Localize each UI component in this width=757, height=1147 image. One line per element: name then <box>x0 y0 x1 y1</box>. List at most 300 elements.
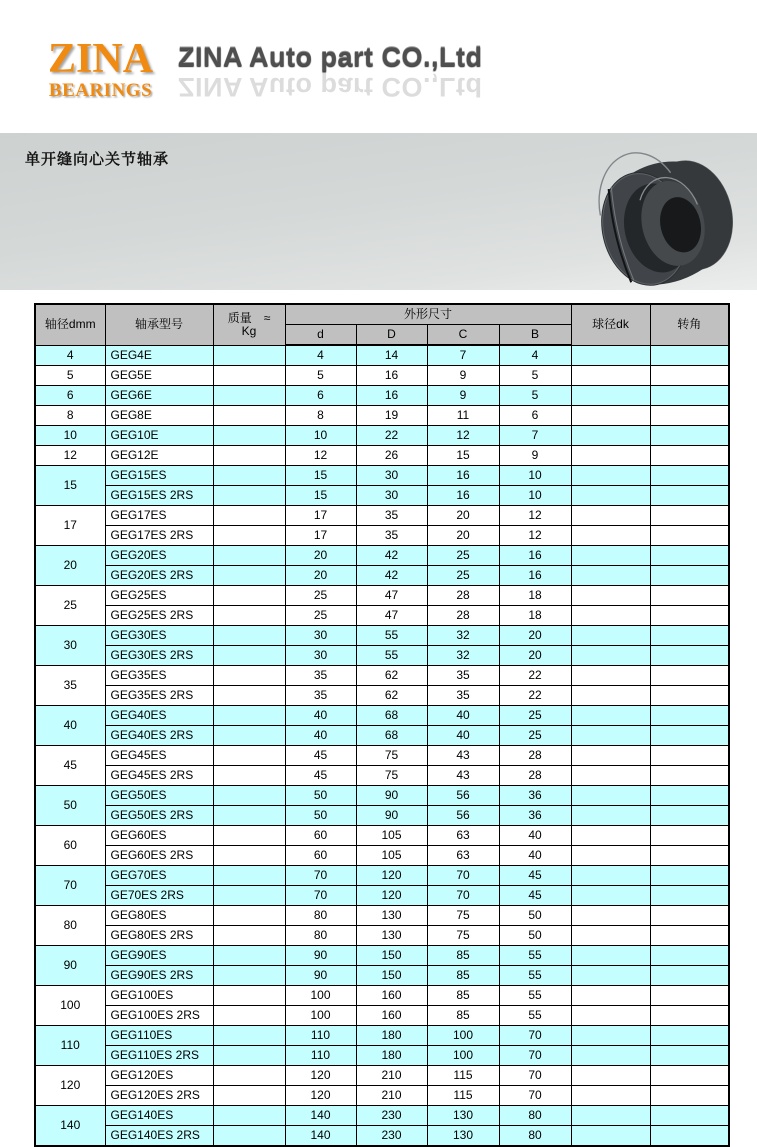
cell-dim-d: 25 <box>285 606 356 626</box>
header-bearing-model: 轴承型号 <box>105 304 213 345</box>
cell-dim-d: 5 <box>285 366 356 386</box>
cell-mass <box>213 806 285 826</box>
cell-shaft-diameter: 60 <box>35 826 105 866</box>
cell-dim-D: 22 <box>356 426 427 446</box>
table-row <box>35 345 729 366</box>
cell-mass <box>213 1046 285 1066</box>
cell-mass <box>213 646 285 666</box>
cell-dim-D: 130 <box>356 926 427 946</box>
cell-ball-diameter <box>571 846 650 866</box>
logo-text-zina: ZINA <box>48 36 154 82</box>
cell-dim-C: 32 <box>427 646 499 666</box>
cell-dim-d: 17 <box>285 526 356 546</box>
cell-bearing-model: GEG50ES <box>105 786 213 806</box>
cell-rotation-angle <box>650 546 729 566</box>
cell-rotation-angle <box>650 345 729 366</box>
cell-dim-d: 10 <box>285 426 356 446</box>
cell-dim-C: 75 <box>427 906 499 926</box>
cell-bearing-model: GEG4E <box>105 345 213 366</box>
cell-dim-D: 68 <box>356 706 427 726</box>
cell-dim-B: 6 <box>499 406 571 426</box>
cell-dim-C: 63 <box>427 846 499 866</box>
cell-dim-B: 10 <box>499 466 571 486</box>
cell-shaft-diameter: 90 <box>35 946 105 986</box>
cell-dim-C: 28 <box>427 606 499 626</box>
table-row <box>35 846 729 866</box>
cell-ball-diameter <box>571 986 650 1006</box>
cell-mass <box>213 606 285 626</box>
cell-dim-B: 40 <box>499 826 571 846</box>
cell-bearing-model: GEG12E <box>105 446 213 466</box>
cell-mass <box>213 366 285 386</box>
cell-dim-C: 70 <box>427 886 499 906</box>
cell-mass <box>213 586 285 606</box>
cell-dim-D: 160 <box>356 986 427 1006</box>
cell-dim-B: 4 <box>499 345 571 366</box>
cell-mass <box>213 1086 285 1106</box>
cell-ball-diameter <box>571 826 650 846</box>
cell-mass <box>213 406 285 426</box>
cell-rotation-angle <box>650 626 729 646</box>
cell-dim-d: 40 <box>285 706 356 726</box>
cell-rotation-angle <box>650 986 729 1006</box>
cell-dim-C: 70 <box>427 866 499 886</box>
cell-dim-B: 55 <box>499 966 571 986</box>
cell-bearing-model: GEG120ES 2RS <box>105 1086 213 1106</box>
cell-dim-B: 50 <box>499 906 571 926</box>
cell-rotation-angle <box>650 1106 729 1126</box>
table-row <box>35 946 729 966</box>
cell-dim-C: 9 <box>427 386 499 406</box>
cell-ball-diameter <box>571 1026 650 1046</box>
cell-bearing-model: GEG35ES 2RS <box>105 686 213 706</box>
cell-dim-D: 42 <box>356 546 427 566</box>
cell-bearing-model: GEG25ES <box>105 586 213 606</box>
cell-mass <box>213 626 285 646</box>
table-row <box>35 406 729 426</box>
cell-dim-C: 43 <box>427 766 499 786</box>
table-row <box>35 1066 729 1086</box>
cell-mass <box>213 966 285 986</box>
table-row <box>35 1106 729 1126</box>
cell-dim-C: 11 <box>427 406 499 426</box>
cell-rotation-angle <box>650 366 729 386</box>
cell-dim-D: 16 <box>356 386 427 406</box>
table-row <box>35 506 729 526</box>
table-row <box>35 626 729 646</box>
cell-mass <box>213 1026 285 1046</box>
cell-rotation-angle <box>650 806 729 826</box>
cell-dim-D: 130 <box>356 906 427 926</box>
cell-ball-diameter <box>571 1046 650 1066</box>
table-row <box>35 886 729 906</box>
cell-dim-B: 70 <box>499 1026 571 1046</box>
cell-shaft-diameter: 10 <box>35 426 105 446</box>
cell-rotation-angle <box>650 906 729 926</box>
cell-rotation-angle <box>650 786 729 806</box>
cell-mass <box>213 546 285 566</box>
cell-rotation-angle <box>650 726 729 746</box>
cell-mass <box>213 746 285 766</box>
cell-ball-diameter <box>571 586 650 606</box>
cell-dim-B: 50 <box>499 926 571 946</box>
cell-dim-D: 30 <box>356 486 427 506</box>
bearing-photo <box>596 149 738 304</box>
cell-bearing-model: GEG30ES 2RS <box>105 646 213 666</box>
cell-mass <box>213 526 285 546</box>
cell-mass <box>213 986 285 1006</box>
cell-ball-diameter <box>571 426 650 446</box>
cell-dim-C: 28 <box>427 586 499 606</box>
cell-dim-C: 100 <box>427 1046 499 1066</box>
cell-ball-diameter <box>571 566 650 586</box>
cell-ball-diameter <box>571 1086 650 1106</box>
cell-dim-D: 35 <box>356 506 427 526</box>
cell-shaft-diameter: 15 <box>35 466 105 506</box>
cell-dim-B: 80 <box>499 1126 571 1147</box>
cell-bearing-model: GEG17ES 2RS <box>105 526 213 546</box>
cell-rotation-angle <box>650 1066 729 1086</box>
cell-ball-diameter <box>571 706 650 726</box>
cell-bearing-model: GEG70ES <box>105 866 213 886</box>
cell-ball-diameter <box>571 746 650 766</box>
cell-dim-B: 20 <box>499 646 571 666</box>
cell-shaft-diameter: 5 <box>35 366 105 386</box>
cell-shaft-diameter: 20 <box>35 546 105 586</box>
cell-mass <box>213 726 285 746</box>
table-row <box>35 866 729 886</box>
cell-dim-C: 100 <box>427 1026 499 1046</box>
cell-shaft-diameter: 12 <box>35 446 105 466</box>
cell-dim-B: 28 <box>499 746 571 766</box>
cell-shaft-diameter: 8 <box>35 406 105 426</box>
cell-mass <box>213 706 285 726</box>
cell-ball-diameter <box>571 906 650 926</box>
cell-mass <box>213 846 285 866</box>
table-row <box>35 606 729 626</box>
table-row <box>35 706 729 726</box>
cell-dim-D: 35 <box>356 526 427 546</box>
cell-rotation-angle <box>650 606 729 626</box>
cell-rotation-angle <box>650 686 729 706</box>
header-dim-C: C <box>427 325 499 346</box>
cell-dim-d: 20 <box>285 546 356 566</box>
cell-ball-diameter <box>571 1126 650 1147</box>
table-row <box>35 926 729 946</box>
cell-dim-D: 14 <box>356 345 427 366</box>
product-title: 单开缝向心关节轴承 <box>25 151 170 168</box>
cell-ball-diameter <box>571 966 650 986</box>
header-rotation-angle: 转角 <box>650 304 729 345</box>
cell-shaft-diameter: 120 <box>35 1066 105 1106</box>
cell-dim-B: 28 <box>499 766 571 786</box>
cell-ball-diameter <box>571 1106 650 1126</box>
cell-bearing-model: GEG45ES <box>105 746 213 766</box>
cell-bearing-model: GEG15ES 2RS <box>105 486 213 506</box>
cell-bearing-model: GEG8E <box>105 406 213 426</box>
cell-ball-diameter <box>571 406 650 426</box>
cell-mass <box>213 466 285 486</box>
cell-dim-d: 140 <box>285 1126 356 1147</box>
cell-rotation-angle <box>650 466 729 486</box>
cell-dim-B: 9 <box>499 446 571 466</box>
table-row <box>35 426 729 446</box>
cell-dim-C: 32 <box>427 626 499 646</box>
cell-dim-C: 130 <box>427 1106 499 1126</box>
cell-dim-C: 63 <box>427 826 499 846</box>
table-row <box>35 966 729 986</box>
cell-dim-d: 50 <box>285 806 356 826</box>
cell-bearing-model: GEG45ES 2RS <box>105 766 213 786</box>
cell-dim-B: 10 <box>499 486 571 506</box>
cell-dim-D: 62 <box>356 686 427 706</box>
cell-dim-C: 20 <box>427 506 499 526</box>
cell-bearing-model: GEG90ES <box>105 946 213 966</box>
cell-dim-d: 110 <box>285 1026 356 1046</box>
cell-shaft-diameter: 70 <box>35 866 105 906</box>
cell-rotation-angle <box>650 506 729 526</box>
cell-rotation-angle <box>650 966 729 986</box>
cell-rotation-angle <box>650 846 729 866</box>
cell-mass <box>213 1006 285 1026</box>
cell-mass <box>213 1126 285 1147</box>
table-row <box>35 686 729 706</box>
cell-ball-diameter <box>571 866 650 886</box>
cell-bearing-model: GEG50ES 2RS <box>105 806 213 826</box>
cell-dim-D: 180 <box>356 1046 427 1066</box>
cell-mass <box>213 686 285 706</box>
cell-ball-diameter <box>571 345 650 366</box>
cell-shaft-diameter: 100 <box>35 986 105 1026</box>
cell-dim-d: 12 <box>285 446 356 466</box>
cell-ball-diameter <box>571 886 650 906</box>
cell-rotation-angle <box>650 426 729 446</box>
company-name: ZINA Auto part CO.,Ltd <box>178 42 483 72</box>
cell-dim-D: 42 <box>356 566 427 586</box>
cell-shaft-diameter: 50 <box>35 786 105 826</box>
table-row <box>35 986 729 1006</box>
cell-dim-B: 80 <box>499 1106 571 1126</box>
cell-dim-d: 40 <box>285 726 356 746</box>
cell-rotation-angle <box>650 1086 729 1106</box>
cell-bearing-model: GEG90ES 2RS <box>105 966 213 986</box>
cell-bearing-model: GEG110ES 2RS <box>105 1046 213 1066</box>
cell-dim-d: 25 <box>285 586 356 606</box>
cell-dim-B: 70 <box>499 1046 571 1066</box>
cell-dim-d: 120 <box>285 1086 356 1106</box>
cell-dim-B: 36 <box>499 786 571 806</box>
cell-dim-d: 8 <box>285 406 356 426</box>
table-row <box>35 1126 729 1147</box>
table-header <box>35 304 729 345</box>
cell-shaft-diameter: 4 <box>35 345 105 366</box>
header-shaft-diameter: 轴径dmm <box>35 304 105 345</box>
company-name-reflection: ZINA Auto part CO.,Ltd <box>178 72 483 102</box>
cell-shaft-diameter: 140 <box>35 1106 105 1147</box>
table-row <box>35 766 729 786</box>
cell-dim-d: 60 <box>285 846 356 866</box>
cell-mass <box>213 506 285 526</box>
cell-dim-B: 7 <box>499 426 571 446</box>
cell-mass <box>213 926 285 946</box>
cell-shaft-diameter: 25 <box>35 586 105 626</box>
cell-dim-C: 43 <box>427 746 499 766</box>
cell-ball-diameter <box>571 926 650 946</box>
cell-dim-d: 17 <box>285 506 356 526</box>
cell-rotation-angle <box>650 446 729 466</box>
cell-ball-diameter <box>571 366 650 386</box>
cell-dim-D: 90 <box>356 806 427 826</box>
cell-dim-B: 16 <box>499 566 571 586</box>
cell-dim-C: 40 <box>427 706 499 726</box>
cell-dim-d: 100 <box>285 986 356 1006</box>
cell-rotation-angle <box>650 706 729 726</box>
cell-dim-D: 62 <box>356 666 427 686</box>
cell-dim-B: 22 <box>499 686 571 706</box>
table-row <box>35 786 729 806</box>
cell-rotation-angle <box>650 746 729 766</box>
table-row <box>35 1006 729 1026</box>
cell-dim-d: 110 <box>285 1046 356 1066</box>
cell-ball-diameter <box>571 466 650 486</box>
cell-ball-diameter <box>571 946 650 966</box>
cell-bearing-model: GEG100ES <box>105 986 213 1006</box>
cell-dim-D: 105 <box>356 846 427 866</box>
cell-dim-C: 115 <box>427 1066 499 1086</box>
cell-dim-D: 180 <box>356 1026 427 1046</box>
cell-dim-C: 130 <box>427 1126 499 1147</box>
table-row <box>35 726 729 746</box>
header-dim-D: D <box>356 325 427 346</box>
cell-dim-D: 55 <box>356 646 427 666</box>
cell-dim-d: 70 <box>285 866 356 886</box>
cell-dim-D: 16 <box>356 366 427 386</box>
cell-dim-C: 40 <box>427 726 499 746</box>
cell-dim-D: 210 <box>356 1066 427 1086</box>
cell-rotation-angle <box>650 386 729 406</box>
cell-ball-diameter <box>571 386 650 406</box>
table-row <box>35 566 729 586</box>
cell-bearing-model: GEG35ES <box>105 666 213 686</box>
cell-dim-C: 7 <box>427 345 499 366</box>
cell-bearing-model: GEG120ES <box>105 1066 213 1086</box>
cell-bearing-model: GE70ES 2RS <box>105 886 213 906</box>
cell-dim-D: 47 <box>356 606 427 626</box>
cell-dim-d: 120 <box>285 1066 356 1086</box>
table-row <box>35 826 729 846</box>
cell-bearing-model: GEG80ES <box>105 906 213 926</box>
cell-dim-C: 16 <box>427 466 499 486</box>
cell-dim-B: 16 <box>499 546 571 566</box>
cell-dim-d: 20 <box>285 566 356 586</box>
cell-mass <box>213 1106 285 1126</box>
table-row <box>35 646 729 666</box>
table-row <box>35 446 729 466</box>
cell-dim-D: 210 <box>356 1086 427 1106</box>
cell-mass <box>213 446 285 466</box>
cell-mass <box>213 345 285 366</box>
cell-dim-d: 15 <box>285 466 356 486</box>
product-banner <box>0 133 757 290</box>
cell-mass <box>213 786 285 806</box>
cell-dim-B: 22 <box>499 666 571 686</box>
cell-ball-diameter <box>571 446 650 466</box>
cell-dim-C: 56 <box>427 786 499 806</box>
cell-ball-diameter <box>571 646 650 666</box>
table-row <box>35 586 729 606</box>
cell-dim-B: 70 <box>499 1086 571 1106</box>
cell-shaft-diameter: 80 <box>35 906 105 946</box>
cell-dim-C: 56 <box>427 806 499 826</box>
cell-dim-d: 45 <box>285 766 356 786</box>
cell-ball-diameter <box>571 1066 650 1086</box>
cell-ball-diameter <box>571 626 650 646</box>
cell-dim-d: 35 <box>285 686 356 706</box>
cell-rotation-angle <box>650 1126 729 1147</box>
cell-rotation-angle <box>650 886 729 906</box>
cell-mass <box>213 486 285 506</box>
header-mass-line1: 质量 ≈ <box>227 311 271 326</box>
cell-ball-diameter <box>571 666 650 686</box>
cell-ball-diameter <box>571 766 650 786</box>
cell-mass <box>213 866 285 886</box>
cell-dim-B: 18 <box>499 586 571 606</box>
table-row <box>35 666 729 686</box>
cell-dim-B: 70 <box>499 1066 571 1086</box>
cell-ball-diameter <box>571 806 650 826</box>
cell-shaft-diameter: 35 <box>35 666 105 706</box>
header-ball-diameter: 球径dk <box>571 304 650 345</box>
cell-dim-D: 150 <box>356 946 427 966</box>
cell-rotation-angle <box>650 826 729 846</box>
cell-bearing-model: GEG10E <box>105 426 213 446</box>
cell-dim-D: 19 <box>356 406 427 426</box>
cell-dim-d: 100 <box>285 1006 356 1026</box>
cell-ball-diameter <box>571 506 650 526</box>
cell-rotation-angle <box>650 946 729 966</box>
cell-dim-B: 45 <box>499 866 571 886</box>
cell-rotation-angle <box>650 1046 729 1066</box>
cell-dim-D: 30 <box>356 466 427 486</box>
cell-dim-d: 15 <box>285 486 356 506</box>
cell-shaft-diameter: 110 <box>35 1026 105 1066</box>
table-row <box>35 1046 729 1066</box>
cell-bearing-model: GEG5E <box>105 366 213 386</box>
cell-dim-C: 85 <box>427 1006 499 1026</box>
cell-rotation-angle <box>650 566 729 586</box>
cell-mass <box>213 946 285 966</box>
cell-bearing-model: GEG17ES <box>105 506 213 526</box>
cell-rotation-angle <box>650 926 729 946</box>
cell-dim-C: 35 <box>427 666 499 686</box>
cell-dim-d: 70 <box>285 886 356 906</box>
cell-dim-D: 68 <box>356 726 427 746</box>
cell-dim-B: 55 <box>499 946 571 966</box>
cell-mass <box>213 766 285 786</box>
cell-dim-B: 45 <box>499 886 571 906</box>
cell-dim-C: 25 <box>427 566 499 586</box>
cell-ball-diameter <box>571 546 650 566</box>
cell-dim-C: 15 <box>427 446 499 466</box>
cell-bearing-model: GEG20ES <box>105 546 213 566</box>
page-header <box>0 0 757 133</box>
cell-dim-B: 12 <box>499 506 571 526</box>
cell-dim-D: 230 <box>356 1106 427 1126</box>
cell-dim-d: 30 <box>285 646 356 666</box>
cell-dim-B: 25 <box>499 706 571 726</box>
cell-mass <box>213 426 285 446</box>
cell-mass <box>213 826 285 846</box>
